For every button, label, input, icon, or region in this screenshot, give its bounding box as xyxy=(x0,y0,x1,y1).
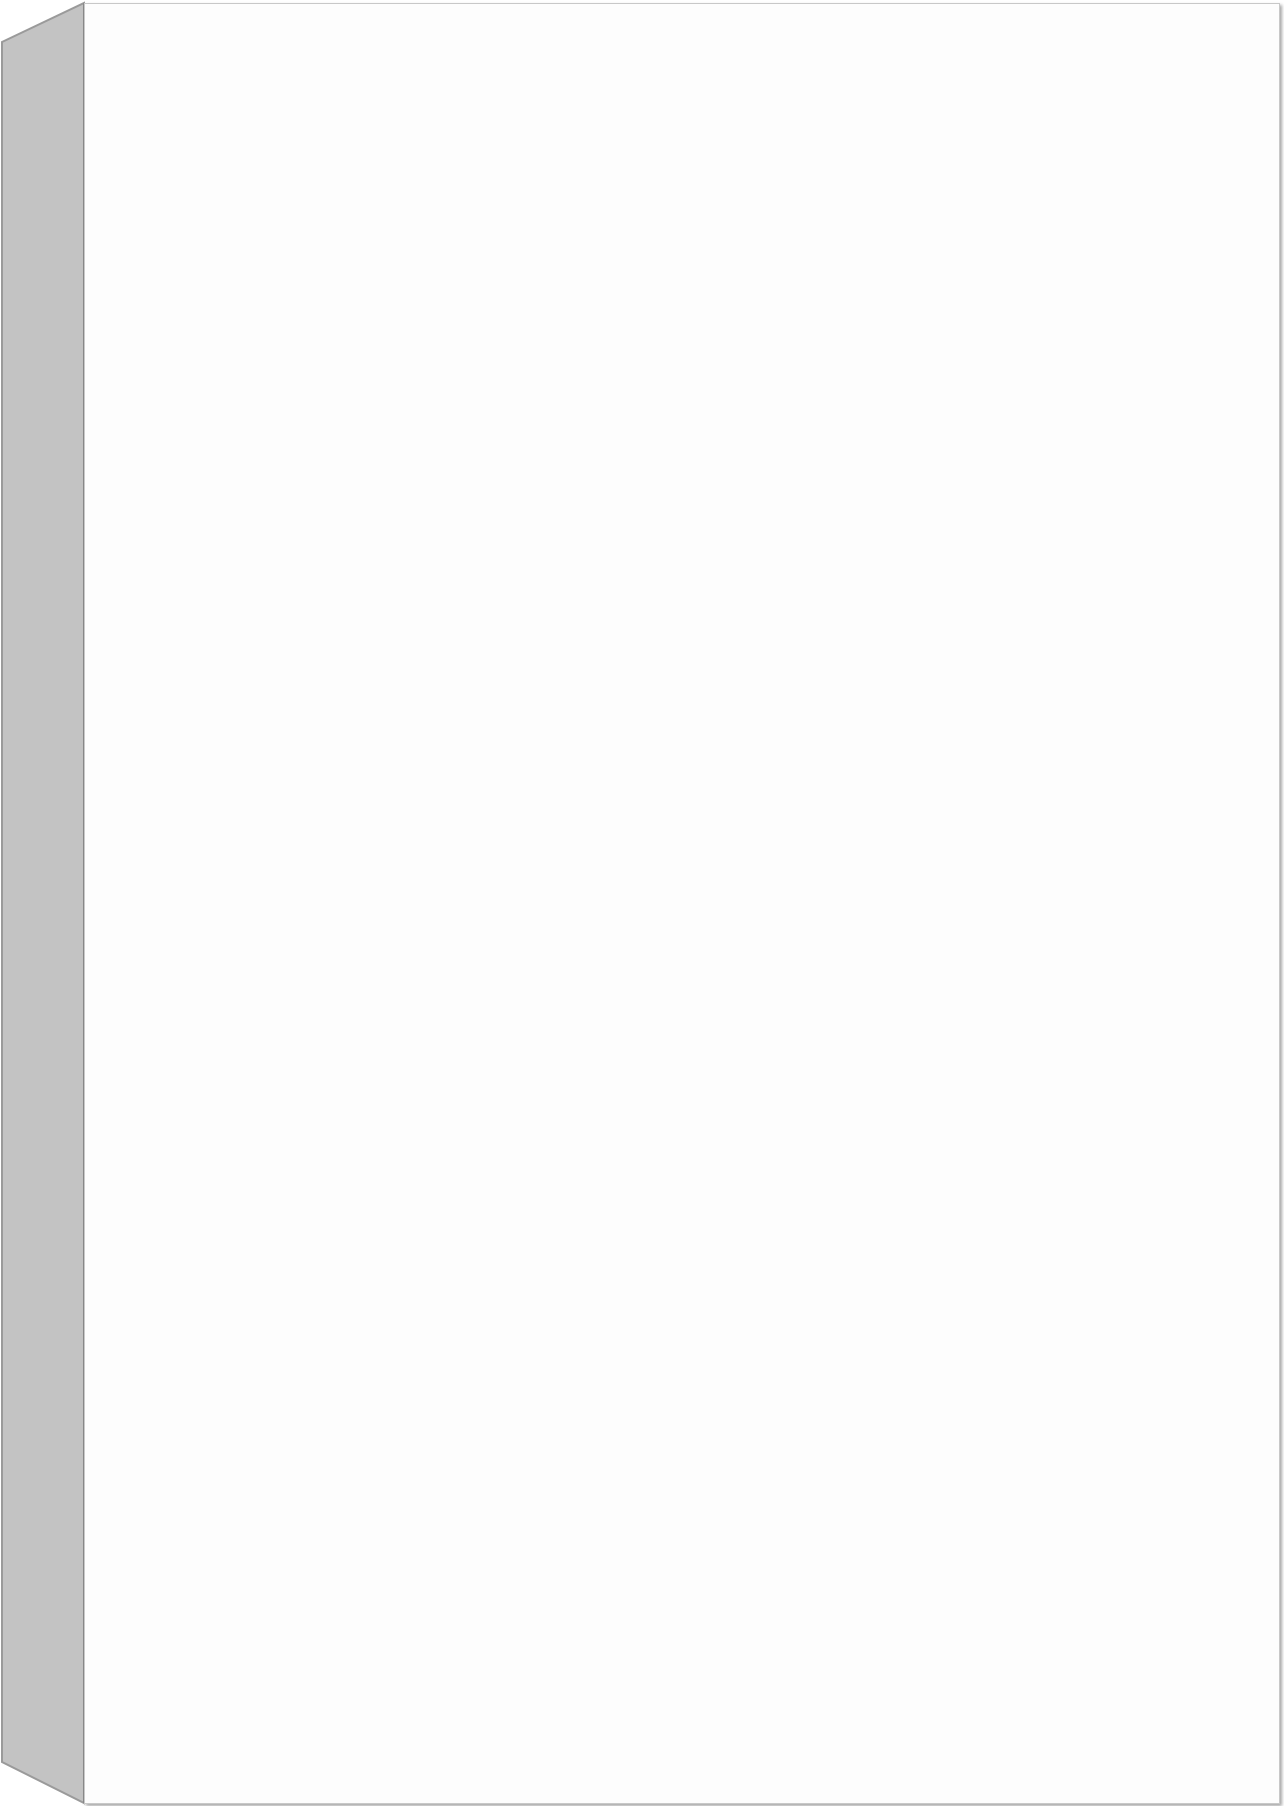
book-page xyxy=(84,3,1280,1804)
